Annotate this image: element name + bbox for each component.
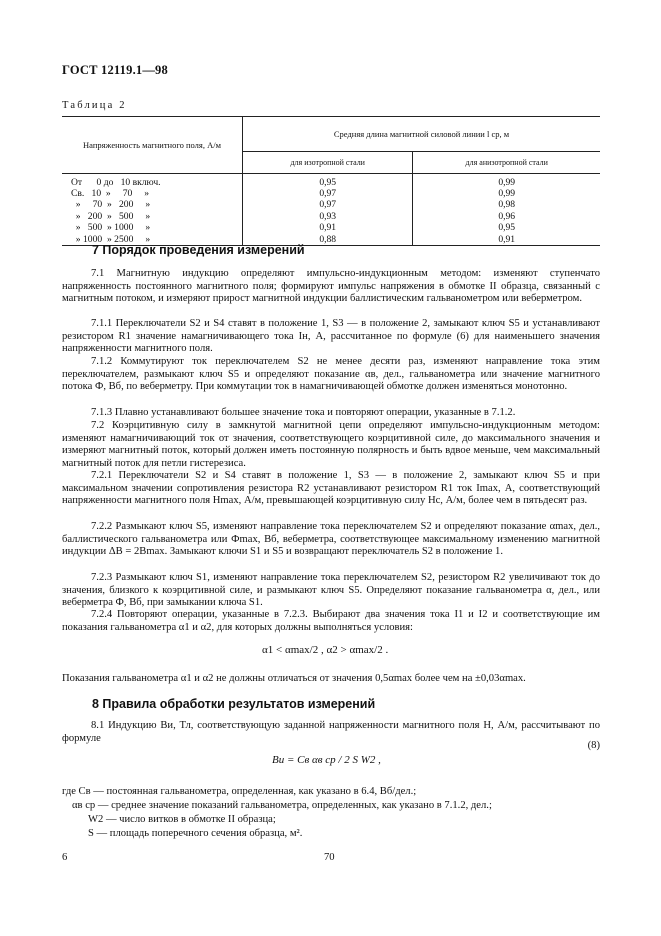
definition-item: αв ср — среднее значение показаний гальванометра, определенных, как указано в 7.1.2, дел.; xyxy=(72,800,492,811)
table-caption: Таблица 2 xyxy=(62,100,127,111)
condition-formula: α1 < αmax/2 , α2 > αmax/2 . xyxy=(262,644,389,656)
para-7-2-1: 7.2.1 Переключатели S2 и S4 ставят в положение 1, S3 — в положение 2, замыкают ключ S5 и при максимальном значении сопротивления резистора R2 устанавливают резистором R1 ток Imax, А, соответствующий напряженности магнитного поля Hmax, А/м, превышающей коэрцитивную силу Hc, А/м, более чем в пятьдесят раз. xyxy=(62,470,600,507)
sub-header-iso: для изотропной стали xyxy=(243,152,413,174)
definition-item: S — площадь поперечного сечения образца, м². xyxy=(88,828,303,839)
para-7-1-3: 7.1.3 Плавно устанавливают большее значение тока и повторяют операции, указанные в 7.1.2. xyxy=(91,407,516,418)
table-row: Св. 10 » 70 » 0,97 0,99 xyxy=(62,188,600,199)
page-number-left: 6 xyxy=(62,852,68,863)
para-8-1: 8.1 Индукцию Bи, Тл, соответствующую заданной напряженности магнитного поля H, А/м, рассчитывают по формуле xyxy=(62,720,600,744)
para-7-1-1: 7.1.1 Переключатели S2 и S4 ставят в положение 1, S3 — в положение 2, замыкают ключ S5 и устанавливают резистором R1 значение намагничивающего тока Iн, А, рассчитанное по формуле (6) для наименьшего значения напряженности магнитного поля. xyxy=(62,318,600,355)
formula-number: (8) xyxy=(587,740,600,751)
para-7-1-2: 7.1.2 Коммутируют ток переключателем S2 не менее десяти раз, изменяют направление тока этим переключателем, размыкают ключ S5 и определяют показание αв, дел., гальванометра или значение магнитного потока Ф, Вб, по веберметру. При коммутации ток в намагничивающей обмотке должен изменяться монотонно. xyxy=(62,356,600,393)
table-row: » 70 » 200 » 0,97 0,98 xyxy=(62,199,600,210)
document-header: ГОСТ 12119.1—98 xyxy=(62,63,168,77)
definition-item: где Cв — постоянная гальванометра, определенная, как указано в 6.4, Вб/дел.; xyxy=(62,786,417,797)
table-row: » 200 » 500 » 0,93 0,96 xyxy=(62,211,600,222)
section-7-title: 7 Порядок проведения измерений xyxy=(92,243,305,257)
page-number-center: 70 xyxy=(324,852,335,863)
para-7-2-5: Показания гальванометра α1 и α2 не должны отличаться от значения 0,5αmax более чем на ±0,03αmax. xyxy=(62,673,526,684)
table-row: » 1000 » 2500 » 0,88 0,91 xyxy=(62,234,600,246)
para-7-2-3: 7.2.3 Размыкают ключ S1, изменяют направление тока переключателем S2, резистором R2 увеличивают ток до значения, близкого к коэрцитивной силе, и размыкают ключ S5. Определяют показание гальванометра α, дел., или веберметра Ф, Вб, при замыкании ключа S1. xyxy=(62,572,600,609)
definition-item: W2 — число витков в обмотке II образца; xyxy=(88,814,276,825)
sub-header-aniso: для анизотропной стали xyxy=(413,152,600,174)
para-7-2-4: 7.2.4 Повторяют операции, указанные в 7.2.3. Выбирают два значения тока I1 и I2 и соответствующие им показания гальванометра α1 и α2, для которых должны выполняться условия: xyxy=(62,609,600,633)
formula-8: Bи = Cв αв ср / 2 S W2 , xyxy=(272,754,381,766)
definitions-list xyxy=(62,785,492,841)
table-2 xyxy=(62,116,600,246)
para-7-2-2: 7.2.2 Размыкают ключ S5, изменяют направление тока переключателем S2 и определяют показание αmax, дел., баллистического гальванометра или Фmax, Вб, веберметра, соответствующее максимальному изменению магнитной индукции ΔB = 2Bmax. Замыкают ключи S1 и S5 и возвращают переключатель S2 в положение 1. xyxy=(62,521,600,558)
para-7-2: 7.2 Коэрцитивную силу в замкнутой магнитной цепи определяют импульсно-индукционным методом: изменяют намагничивающий ток от значения, соответствующего коэрцитивной силе, до максимального значения и измеряют магнитный поток, который должен иметь постоянную полярность и быть вдвое меньше, чем максимальный магнитный поток для петли гистерезиса. xyxy=(62,420,600,469)
col-header-field: Напряженность магнитного поля, А/м xyxy=(62,117,243,174)
table-row: От 0 до 10 включ. 0,95 0,99 xyxy=(62,177,600,188)
para-7-1: 7.1 Магнитную индукцию определяют импульсно-индукционным методом: изменяют ступенчато напряженность постоянного магнитного поля; формируют импульс напряжения в обмотке II образца, связанный с магнитным потоком, и измеряют прирост магнитной индукции баллистическим гальванометром или веберметром. xyxy=(62,268,600,305)
section-8-title: 8 Правила обработки результатов измерений xyxy=(92,697,376,711)
table-row: » 500 » 1000 » 0,91 0,95 xyxy=(62,222,600,233)
col-header-length: Средняя длина магнитной силовой линии l ср, м xyxy=(243,117,601,152)
